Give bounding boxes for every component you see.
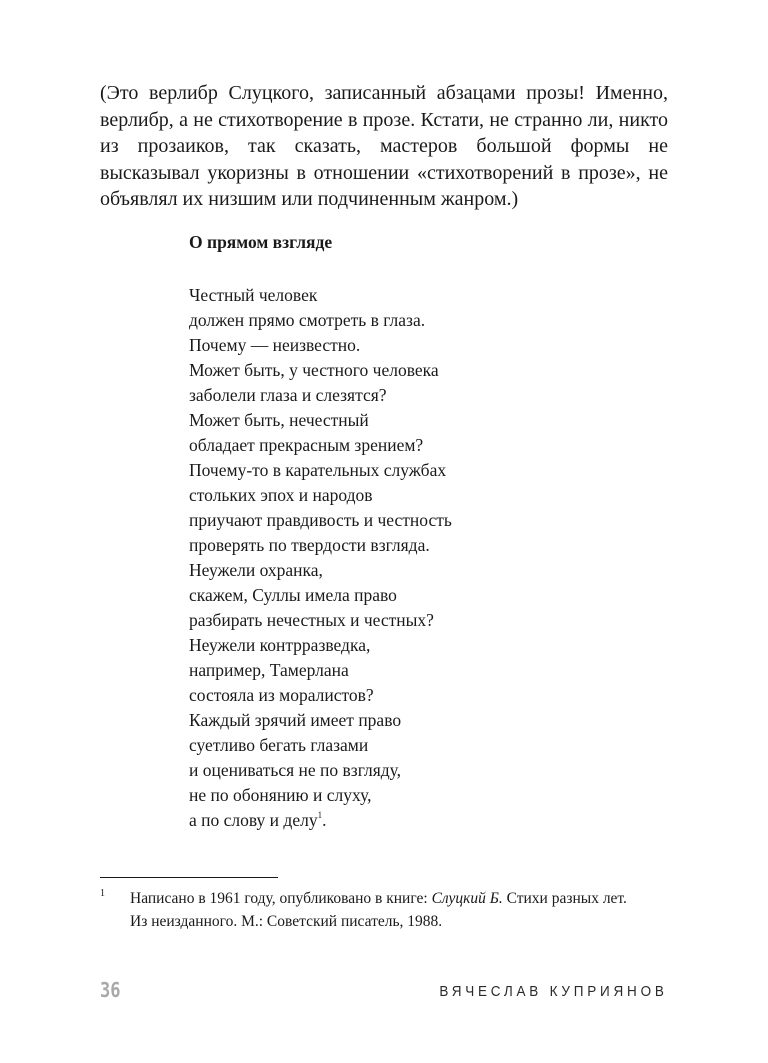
poem-line: суетливо бегать глазами bbox=[189, 735, 369, 755]
footnote-divider bbox=[100, 877, 278, 878]
poem-line: скажем, Суллы имела право bbox=[189, 585, 397, 605]
poem-line: должен прямо смотреть в глаза. bbox=[189, 310, 426, 330]
poem-line: обладает прекрасным зрением? bbox=[189, 435, 424, 455]
poem-line-last bbox=[189, 808, 452, 833]
poem-line: Каждый зрячий имеет право bbox=[189, 710, 402, 730]
poem-line: проверять по твердости взгляда. bbox=[189, 535, 430, 555]
footnote-reference[interactable]: 1 bbox=[317, 810, 323, 820]
poem-line: приучают правдивость и честность bbox=[189, 510, 452, 530]
poem-period: . bbox=[322, 810, 327, 830]
footnote-text-after: Стихи разных лет. bbox=[502, 890, 627, 907]
poem-line-text: а по слову и делу bbox=[189, 810, 318, 830]
poem-body bbox=[189, 283, 452, 833]
footnote-text bbox=[130, 887, 675, 933]
running-head: ВЯЧЕСЛАВ КУПРИЯНОВ bbox=[439, 983, 668, 1000]
poem-line: состояла из моралистов? bbox=[189, 685, 374, 705]
poem-line: заболели глаза и слезятся? bbox=[189, 385, 387, 405]
intro-paragraph: (Это верлибр Слуцкого, записанный абзацами прозы! Именно, верлибр, а не стихотворение в прозе. Кстати, не странно ли, никто из прозаиков, так сказать, мастеров большой формы не высказывал укоризны в отношении «стихотворений в прозе», не объявлял их низшим или подчиненным жанром.) bbox=[100, 82, 668, 210]
poem-line: Честный человек bbox=[189, 285, 318, 305]
footnote-line-2: Из неизданного. М.: Советский писатель, 1988. bbox=[130, 913, 443, 930]
poem-title: О прямом взгляде bbox=[189, 232, 333, 252]
poem-line: стольких эпох и народов bbox=[189, 485, 373, 505]
poem-line: и оцениваться не по взгляду, bbox=[189, 760, 402, 780]
footnote-author: Слуцкий Б. bbox=[431, 890, 503, 907]
poem-line: Неужели контрразведка, bbox=[189, 635, 371, 655]
footnote-mark: 1 bbox=[100, 888, 105, 899]
poem-line: Почему — неизвестно. bbox=[189, 335, 361, 355]
poem-line: например, Тамерлана bbox=[189, 660, 349, 680]
page-number: 36 bbox=[100, 978, 121, 1002]
poem-line: Почему-то в карательных службах bbox=[189, 460, 447, 480]
poem-line: Может быть, нечестный bbox=[189, 410, 369, 430]
poem-line: Неужели охранка, bbox=[189, 560, 323, 580]
footnote-line-1 bbox=[130, 887, 675, 910]
poem-line: Может быть, у честного человека bbox=[189, 360, 439, 380]
footnote-text-before: Написано в 1961 году, опубликовано в книге: bbox=[130, 890, 432, 907]
poem-line: не по обонянию и слуху, bbox=[189, 785, 372, 805]
poem-line: разбирать нечестных и честных? bbox=[189, 610, 434, 630]
